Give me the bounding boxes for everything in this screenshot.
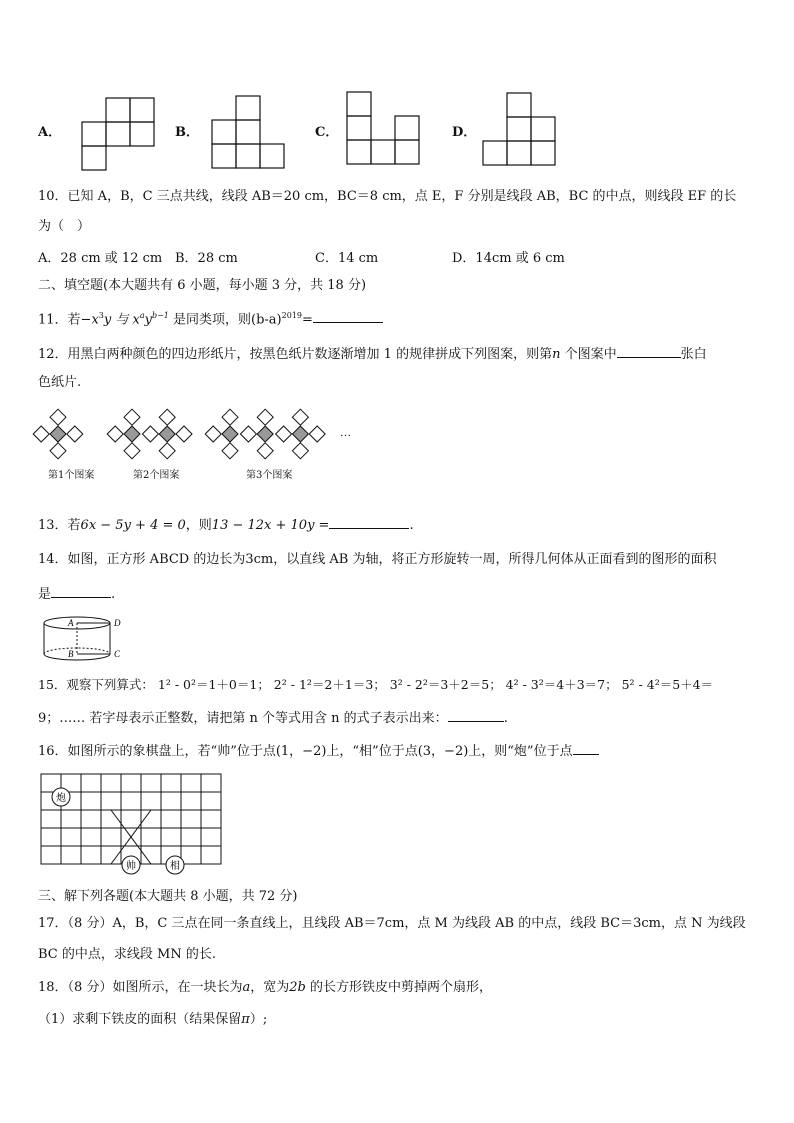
q16-text: 16．如图所示的象棋盘上，若“帅”位于点(1，−2)上，“相”位于点(3，−2)上，则“炮”位于点: [38, 744, 573, 759]
option-c-label: C．: [315, 125, 339, 140]
white-tile: [50, 443, 66, 459]
white-tile: [124, 443, 140, 459]
white-tile: [276, 426, 292, 442]
black-tile: [257, 426, 273, 442]
q18-line1c: 的长方形铁皮中剪掉两个扇形，: [305, 980, 492, 995]
q12-answer-blank[interactable]: [617, 344, 681, 358]
q13-answer-blank[interactable]: [329, 515, 409, 529]
white-tile: [292, 443, 308, 459]
q12-line1: [38, 344, 707, 363]
white-tile: [292, 409, 308, 425]
white-tile: [222, 443, 238, 459]
q12-line2: 色纸片.: [38, 375, 82, 390]
q12-ellipsis: …: [340, 427, 351, 439]
q13-mid: ，则: [185, 518, 212, 533]
q12-caption-3: 第3个图案: [246, 470, 293, 481]
q14-line2: [38, 584, 115, 603]
option-d-figure: [481, 91, 561, 165]
white-tile: [257, 443, 273, 459]
q14-label-d: D: [114, 618, 121, 628]
white-tile: [159, 409, 175, 425]
q11-e2: a: [139, 311, 145, 320]
section-2-heading: 二、填空题(本大题共有 6 小题，每小题 3 分，共 18 分): [38, 278, 367, 293]
q18-line1: [38, 980, 492, 996]
white-tile: [107, 426, 123, 442]
q13-prefix: 13．若: [38, 518, 81, 533]
q11-line: [38, 308, 383, 328]
q11-e3: b−1: [151, 311, 169, 320]
q18-sub1: [38, 1012, 267, 1028]
q17-line2: BC 的中点，求线段 MN 的长.: [38, 947, 216, 962]
white-tile: [142, 426, 158, 442]
q12-caption-2: 第2个图案: [133, 470, 180, 481]
white-tile: [257, 409, 273, 425]
q14-label-a: A: [68, 618, 74, 628]
q14-line2a: 是: [38, 587, 52, 602]
black-tile: [159, 426, 175, 442]
q14-label-b: B: [68, 649, 74, 659]
white-tile: [309, 426, 325, 442]
q18-pi: π: [241, 1012, 250, 1027]
q12-line1a: 12．用黑白两种颜色的四边形纸片，按黑色纸片数逐渐增加 1 的规律拼成下列图案，则第: [38, 347, 553, 362]
piece-pao: [52, 788, 70, 806]
q15-line2: [38, 708, 508, 727]
q12-caption-1: 第1个图案: [48, 470, 95, 481]
q11-t5: =: [302, 312, 313, 328]
option-b-figure: [210, 94, 290, 168]
white-tile: [222, 409, 238, 425]
q13-line: [38, 515, 414, 534]
q18-line1b: ，宽为: [250, 980, 290, 995]
q16-chessboard: [40, 773, 230, 877]
q10-line1: 10．已知 A，B，C 三点共线，线段 AB＝20 cm，BC＝8 cm，点 E，F 分别是线段 AB，BC 的中点，则线段 EF 的长: [38, 189, 737, 204]
white-tile: [124, 409, 140, 425]
option-a-figure: [80, 96, 160, 168]
q12-pattern-figure: [40, 408, 360, 468]
piece-shuai: [122, 856, 140, 874]
q15-answer-blank[interactable]: [448, 708, 504, 722]
q10-line2: 为（ ）: [38, 219, 91, 234]
q10-option-c: C．14 cm: [315, 251, 379, 266]
white-tile: [50, 409, 66, 425]
q14-answer-blank[interactable]: [51, 584, 111, 598]
white-tile: [33, 426, 49, 442]
q12-n: n: [552, 347, 561, 362]
piece-xiang-label: 相: [170, 861, 180, 872]
option-b-label: B．: [175, 125, 199, 140]
q18-sub1b: ）;: [249, 1012, 268, 1027]
black-tile: [50, 426, 66, 442]
q16-answer-blank[interactable]: [573, 741, 599, 755]
q15-line2b: .: [503, 711, 508, 726]
piece-pao-label: 炮: [56, 793, 66, 804]
white-tile: [159, 443, 175, 459]
q18-sub1a: （1）求剩下铁皮的面积（结果保留: [38, 1012, 242, 1027]
q10-option-a: A．28 cm 或 12 cm: [38, 251, 163, 266]
q18-line1a: 18．（8 分）如图所示，在一块长为: [38, 980, 243, 995]
q18-b: 2b: [289, 980, 306, 995]
q11-prefix: 11．若: [38, 312, 81, 328]
white-tile: [205, 426, 221, 442]
black-tile: [124, 426, 140, 442]
q11-t4: 是同类项，则(b-a): [168, 312, 282, 328]
option-a-label: A．: [38, 125, 62, 140]
q13-end: .: [409, 518, 414, 533]
q14-label-c: C: [114, 649, 121, 659]
q17-line1: 17．（8 分）A，B，C 三点在同一条直线上，且线段 AB＝7cm，点 M 为线段 AB 的中点，线段 BC＝3cm，点 N 为线段: [38, 916, 746, 931]
q15-line2a: 9；…… 若字母表示正整数，请把第 n 个等式用含 n 的式子表示出来：: [38, 711, 448, 726]
q16-line: [38, 741, 599, 760]
q18-a: a: [242, 980, 251, 995]
q11-t2: y 与 x: [103, 312, 140, 328]
q11-e1: 3: [98, 311, 104, 320]
q14-cylinder-figure: [40, 614, 130, 664]
white-tile: [176, 426, 192, 442]
option-d-label: D．: [452, 125, 477, 140]
q11-t3: y: [144, 312, 152, 328]
option-c-figure: [345, 90, 425, 164]
piece-xiang: [166, 856, 184, 874]
q12-line1c: 张白: [680, 347, 707, 362]
black-tile: [292, 426, 308, 442]
q13-expr2: 13 − 12x + 10y =: [211, 518, 330, 533]
q12-line1b: 个图案中: [560, 347, 617, 362]
q11-t1: −x: [80, 312, 99, 328]
q10-option-d: D．14cm 或 6 cm: [452, 251, 565, 266]
q15-line1: 15．观察下列算式： 1² - 0²＝1＋0＝1； 2² - 1²＝2＋1＝3； 3² - 2²＝3＋2＝5； 4² - 3²＝4＋3＝7； 5² - 4²＝5＋4＝: [38, 677, 714, 692]
white-tile: [67, 426, 83, 442]
q13-expr1: 6x − 5y + 4 = 0: [80, 518, 186, 533]
q14-line2b: .: [111, 587, 116, 602]
q11-answer-blank[interactable]: [313, 309, 383, 323]
q11-e4: 2019: [281, 311, 302, 320]
q14-line1: 14．如图，正方形 ABCD 的边长为3cm，以直线 AB 为轴，将正方形旋转一周，所得几何体从正面看到的图形的面积: [38, 552, 717, 567]
black-tile: [222, 426, 238, 442]
piece-shuai-label: 帅: [126, 861, 136, 872]
q10-option-b: B．28 cm: [175, 251, 238, 266]
section-3-heading: 三、解下列各题(本大题共 8 小题，共 72 分): [38, 889, 298, 904]
white-tile: [240, 426, 256, 442]
